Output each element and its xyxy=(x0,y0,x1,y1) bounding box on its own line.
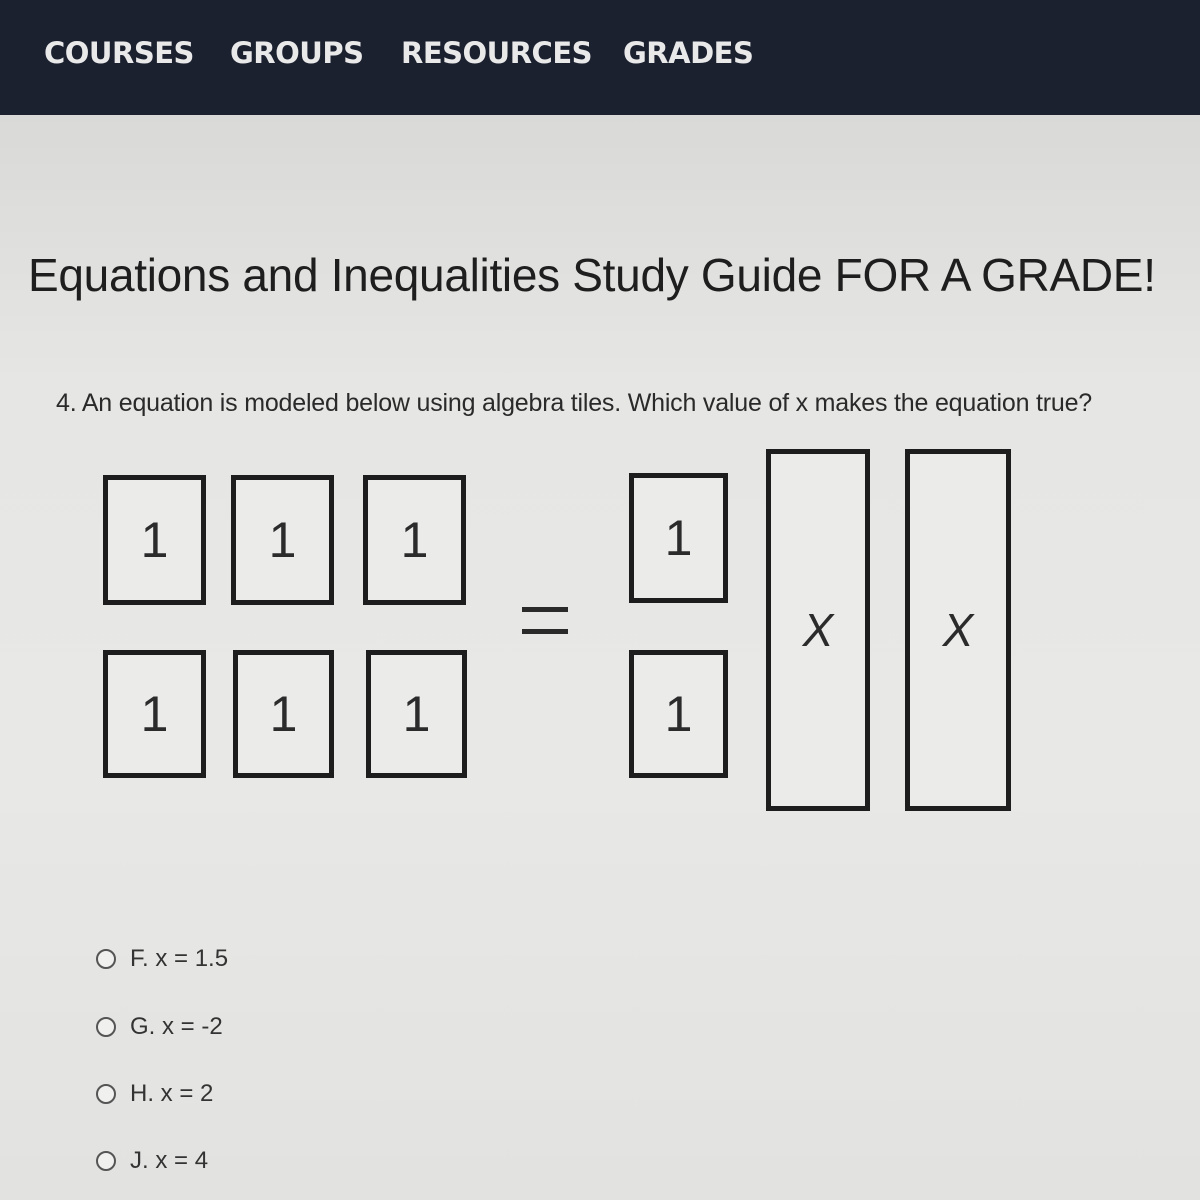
unit-tile: 1 xyxy=(233,650,334,778)
unit-tile: 1 xyxy=(629,650,728,778)
answer-option-g[interactable] xyxy=(96,1010,223,1044)
unit-tile: 1 xyxy=(629,473,728,603)
radio-button[interactable] xyxy=(96,949,116,969)
answer-option-h[interactable] xyxy=(96,1077,213,1111)
answer-option-f[interactable] xyxy=(96,942,228,976)
answer-option-j[interactable] xyxy=(96,1144,208,1178)
top-navigation-bar xyxy=(0,0,1200,115)
unit-tile: 1 xyxy=(366,650,467,778)
radio-button[interactable] xyxy=(96,1017,116,1037)
unit-tile: 1 xyxy=(363,475,466,605)
x-tile: X xyxy=(766,449,870,811)
unit-tile: 1 xyxy=(231,475,334,605)
x-tile: X xyxy=(905,449,1011,811)
question-text: 4. An equation is modeled below using algebra tiles. Which value of x makes the equation true? xyxy=(56,389,1093,417)
page-title: Equations and Inequalities Study Guide FOR A GRADE! xyxy=(28,249,1156,301)
nav-courses[interactable]: COURSES xyxy=(44,36,194,70)
nav-groups[interactable]: GROUPS xyxy=(230,36,364,70)
option-label: J. x = 4 xyxy=(130,1147,209,1174)
radio-button[interactable] xyxy=(96,1084,116,1104)
option-label: G. x = -2 xyxy=(130,1013,223,1040)
option-label: F. x = 1.5 xyxy=(130,945,229,972)
radio-button[interactable] xyxy=(96,1151,116,1171)
nav-grades[interactable]: GRADES xyxy=(623,36,754,70)
nav-resources[interactable]: RESOURCES xyxy=(401,36,593,70)
unit-tile: 1 xyxy=(103,650,206,778)
unit-tile: 1 xyxy=(103,475,206,605)
option-label: H. x = 2 xyxy=(130,1080,214,1107)
equals-sign xyxy=(522,607,568,637)
